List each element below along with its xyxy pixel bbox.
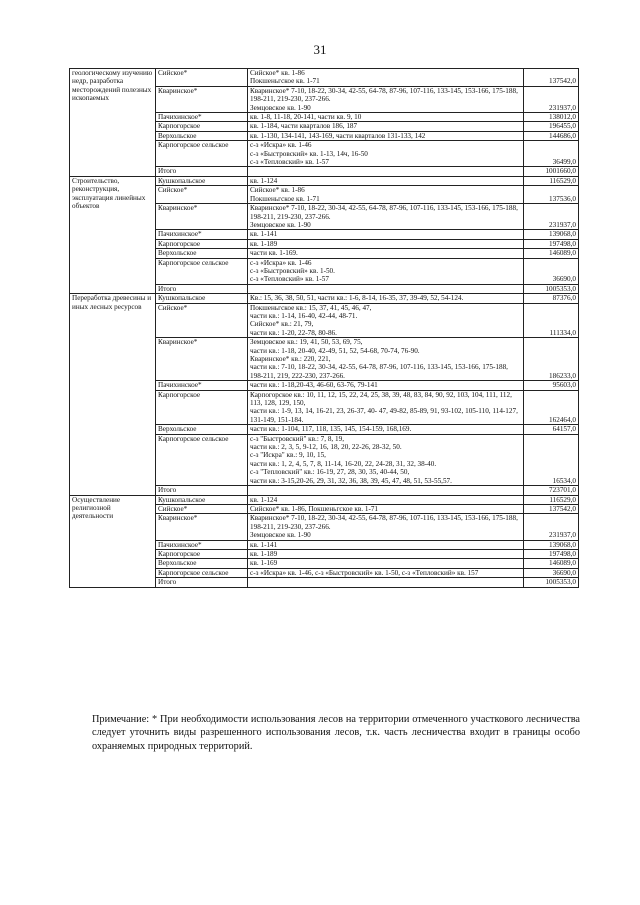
area-cell: 231937,0: [524, 204, 579, 230]
quarters-cell: [248, 568, 524, 577]
quarters-line: кв. 1-124: [250, 176, 278, 185]
area-cell: 111334,0: [524, 303, 579, 338]
area-cell: 1005353,0: [524, 578, 579, 587]
district-cell: Сийское*: [156, 303, 248, 338]
district-cell: Карпогорское: [156, 549, 248, 558]
quarters-cell: [248, 486, 524, 495]
quarters-line: с-з "Быстровский" кв.: 7, 8, 19,: [250, 434, 345, 443]
quarters-cell: [248, 338, 524, 381]
area-cell: 197498,0: [524, 239, 579, 248]
quarters-cell: [248, 258, 524, 284]
district-cell: Кушкопальское: [156, 176, 248, 185]
purpose-cell: Строительство, реконструкция, эксплуатация линейных объектов: [70, 176, 156, 293]
quarters-cell: [248, 514, 524, 540]
quarters-line: части кв.: 1-20, 22-78, 80-86.: [250, 328, 337, 337]
area-cell: 116529,0: [524, 495, 579, 504]
quarters-line: Покшеньгское кв. 1-71: [250, 77, 320, 86]
quarters-line: части кв.: 1-14, 16-40, 42-44, 48-71.: [250, 311, 358, 320]
area-cell: 36690,0: [524, 258, 579, 284]
district-cell: Кваринское*: [156, 514, 248, 540]
area-cell: 87376,0: [524, 294, 579, 303]
table-row: [70, 294, 579, 303]
quarters-cell: [248, 495, 524, 504]
area-cell: 186233,0: [524, 338, 579, 381]
quarters-cell: [248, 381, 524, 390]
district-cell: Пачихинское*: [156, 230, 248, 239]
quarters-line: Земцовское кв. 1-90: [250, 531, 311, 540]
quarters-cell: [248, 559, 524, 568]
footnote: Примечание: * При необходимости использования лесов на территории отмеченного участкового лесничества следует уточнить виды разрешенного использования лесов, т.к. часть лесничества входит в границы особо охраняемых природных территорий.: [92, 714, 580, 752]
quarters-cell: [248, 230, 524, 239]
quarters-line: части кв.: 1-104, 117, 118, 135, 145, 154-159, 168,169.: [250, 425, 412, 434]
area-cell: 116529,0: [524, 176, 579, 185]
area-cell: 1005353,0: [524, 284, 579, 293]
area-cell: 162464,0: [524, 390, 579, 425]
district-cell: Пачихинское*: [156, 381, 248, 390]
area-cell: 146089,0: [524, 559, 579, 568]
area-cell: 139068,0: [524, 230, 579, 239]
district-cell: Карпогорское сельское: [156, 141, 248, 167]
table-row: [70, 495, 579, 504]
district-cell: Сийское*: [156, 69, 248, 87]
district-cell: Сийское*: [156, 504, 248, 513]
quarters-cell: [248, 176, 524, 185]
quarters-line: Сийское* кв. 1-86: [250, 69, 305, 77]
district-cell: Кваринское*: [156, 338, 248, 381]
quarters-line: кв. 1-189: [250, 239, 278, 248]
quarters-line: кв. 1-130, 134-141, 143-169, части кварталов 131-133, 142: [250, 131, 426, 140]
quarters-line: Земцовское кв.: 19, 41, 50, 53, 69, 75,: [250, 338, 363, 347]
quarters-line: с-з "Тепловский" кв.: 16-19, 27, 28, 30, 35, 40-44, 50,: [250, 468, 410, 477]
quarters-cell: [248, 540, 524, 549]
district-cell: Сийское*: [156, 186, 248, 204]
quarters-line: части кв.: 2, 3, 5, 9-12, 16, 18, 20, 22-26, 28-32, 50.: [250, 443, 402, 452]
quarters-line: с-з «Искра» кв. 1-46: [250, 258, 312, 267]
quarters-cell: [248, 284, 524, 293]
table-row: [70, 176, 579, 185]
quarters-line: кв. 1-169: [250, 559, 278, 568]
quarters-cell: [248, 425, 524, 434]
table-row: [70, 69, 579, 87]
quarters-line: Земцовское кв. 1-90: [250, 220, 311, 229]
district-cell: Карпогорское сельское: [156, 568, 248, 577]
district-cell: Кваринское*: [156, 86, 248, 112]
quarters-line: Кваринское* кв.: 220, 221,: [250, 355, 331, 363]
district-cell: Кушкопальское: [156, 495, 248, 504]
area-cell: 137536,0: [524, 186, 579, 204]
quarters-line: Кваринское* 7-10, 18-22, 30-34, 42-55, 64-78, 87-96, 107-116, 133-145, 153-166, 175-188, 198-211, 219-230, 237-266.: [250, 86, 518, 104]
quarters-cell: [248, 69, 524, 87]
area-cell: 723701,0: [524, 486, 579, 495]
quarters-line: с-з «Быстровский» кв. 1-50.: [250, 266, 335, 275]
quarters-cell: [248, 122, 524, 131]
area-cell: 16534,0: [524, 434, 579, 485]
area-cell: 231937,0: [524, 86, 579, 112]
district-cell: Карпогорское: [156, 122, 248, 131]
quarters-cell: [248, 294, 524, 303]
district-cell: Итого: [156, 486, 248, 495]
purpose-cell: геологическому изучению недр, разработка месторождений полезных ископаемых: [70, 69, 156, 177]
quarters-line: части кв. 1-169.: [250, 249, 298, 258]
area-cell: 138012,0: [524, 113, 579, 122]
district-cell: Итого: [156, 578, 248, 587]
table-body: [70, 69, 579, 588]
quarters-cell: [248, 578, 524, 587]
district-cell: Верхольское: [156, 249, 248, 258]
quarters-line: кв. 1-189: [250, 549, 278, 558]
district-cell: Верхольское: [156, 559, 248, 568]
quarters-line: части кв.: 7-10, 18-22, 30-34, 42-55, 64-78, 87-96, 107-116, 133-145, 153-166, 175-188, 198-211, 219, 222-230, 237-266.: [250, 363, 508, 380]
quarters-line: части кв.: 1-9, 13, 14, 16-21, 23, 26-37, 40- 47, 49-82, 85-89, 91, 93-102, 105-110, 114-127, 131-149, 151-184.: [250, 407, 518, 424]
quarters-line: Покшеньгское кв.: 15, 37, 41, 45, 46, 47,: [250, 303, 372, 312]
area-cell: 1001660,0: [524, 167, 579, 176]
area-cell: 144686,0: [524, 131, 579, 140]
quarters-line: кв. 1-141: [250, 540, 278, 549]
quarters-line: с-з «Искра» кв. 1-46, с-з «Быстровский» кв. 1-50, с-з «Тепловский» кв. 157: [250, 568, 479, 577]
quarters-line: кв. 1-141: [250, 230, 278, 239]
area-cell: 139068,0: [524, 540, 579, 549]
quarters-cell: [248, 434, 524, 485]
area-cell: 196455,0: [524, 122, 579, 131]
quarters-line: с-з «Тепловский» кв. 1-57: [250, 275, 329, 284]
quarters-line: части кв.: 1, 2, 4, 5, 7, 8, 11-14, 16-20, 22, 24-28, 31, 32, 38-40.: [250, 459, 437, 468]
district-cell: Верхольское: [156, 425, 248, 434]
quarters-line: Кваринское* 7-10, 18-22, 30-34, 42-55, 64-78, 87-96, 107-116, 133-145, 153-166, 175-188, 198-211, 219-230, 237-266.: [250, 514, 518, 531]
district-cell: Пачихинское*: [156, 540, 248, 549]
area-cell: 36499,0: [524, 141, 579, 167]
quarters-cell: [248, 239, 524, 248]
area-cell: 95603,0: [524, 381, 579, 390]
district-cell: Карпогорское сельское: [156, 258, 248, 284]
area-cell: 36690,0: [524, 568, 579, 577]
quarters-line: Сийское* кв. 1-86: [250, 186, 305, 195]
quarters-line: части кв.: 1-18,20-43, 46-60, 63-76, 79-141: [250, 381, 378, 390]
quarters-line: кв. 1-124: [250, 495, 278, 504]
quarters-cell: [248, 303, 524, 338]
district-cell: Карпогорское: [156, 239, 248, 248]
quarters-cell: [248, 86, 524, 112]
quarters-line: Карпогорское кв.: 10, 11, 12, 15, 22, 24, 25, 38, 39, 48, 83, 84, 90, 92, 103, 104, 111, 112, 113, 128, 129, 150,: [250, 390, 512, 408]
district-cell: Кваринское*: [156, 204, 248, 230]
quarters-line: с-з «Тепловский» кв. 1-57: [250, 158, 329, 167]
quarters-cell: [248, 249, 524, 258]
quarters-line: с-з «Искра» кв. 1-46: [250, 141, 312, 150]
quarters-line: части кв.: 3-15,20-26, 29, 31, 32, 36, 38, 39, 45, 47, 48, 51, 53-55,57.: [250, 476, 452, 485]
area-cell: 231937,0: [524, 514, 579, 540]
purpose-cell: Переработка древесины и иных лесных ресурсов: [70, 294, 156, 495]
quarters-line: с-з "Искра" кв.: 9, 10, 15,: [250, 451, 326, 460]
quarters-cell: [248, 549, 524, 558]
quarters-cell: [248, 186, 524, 204]
quarters-line: Покшеньгское кв. 1-71: [250, 194, 320, 203]
quarters-cell: [248, 204, 524, 230]
quarters-line: кв. 1-8, 11-18, 20-141, части кв. 9, 10: [250, 113, 362, 122]
area-cell: 146089,0: [524, 249, 579, 258]
quarters-cell: [248, 390, 524, 425]
district-cell: Итого: [156, 284, 248, 293]
page-number: 31: [313, 42, 327, 57]
quarters-line: Земцовское кв. 1-90: [250, 103, 311, 112]
area-cell: 64157,0: [524, 425, 579, 434]
area-cell: 137542,0: [524, 69, 579, 87]
district-cell: Карпогорское сельское: [156, 434, 248, 485]
quarters-line: кв. 1-184, части кварталов 186, 187: [250, 122, 358, 131]
quarters-line: Сийское* кв.: 21, 79,: [250, 320, 314, 329]
area-cell: 197498,0: [524, 549, 579, 558]
quarters-cell: [248, 113, 524, 122]
quarters-line: с-з «Быстровский» кв. 1-13, 14ч, 16-50: [250, 149, 368, 158]
quarters-cell: [248, 167, 524, 176]
purpose-cell: Осуществление религиозной деятельности: [70, 495, 156, 587]
quarters-cell: [248, 504, 524, 513]
district-cell: Кушкопальское: [156, 294, 248, 303]
district-cell: Итого: [156, 167, 248, 176]
quarters-cell: [248, 141, 524, 167]
quarters-line: части кв.: 1-18, 20-40, 42-49, 51, 52, 54-68, 70-74, 76-90.: [250, 346, 420, 355]
quarters-line: Кваринское* 7-10, 18-22, 30-34, 42-55, 64-78, 87-96, 107-116, 133-145, 153-166, 175-188, 198-211, 219-230, 237-266.: [250, 204, 518, 221]
quarters-line: Сийское* кв. 1-86, Покшеньгское кв. 1-71: [250, 504, 379, 513]
forest-use-table: [69, 68, 579, 588]
district-cell: Карпогорское: [156, 390, 248, 425]
quarters-cell: [248, 131, 524, 140]
quarters-line: Кв.: 15, 36, 38, 50, 51, части кв.: 1-6, 8-14, 16-35, 37, 39-49, 52, 54-124.: [250, 294, 464, 303]
district-cell: Пачихинское*: [156, 113, 248, 122]
district-cell: Верхольское: [156, 131, 248, 140]
area-cell: 137542,0: [524, 504, 579, 513]
